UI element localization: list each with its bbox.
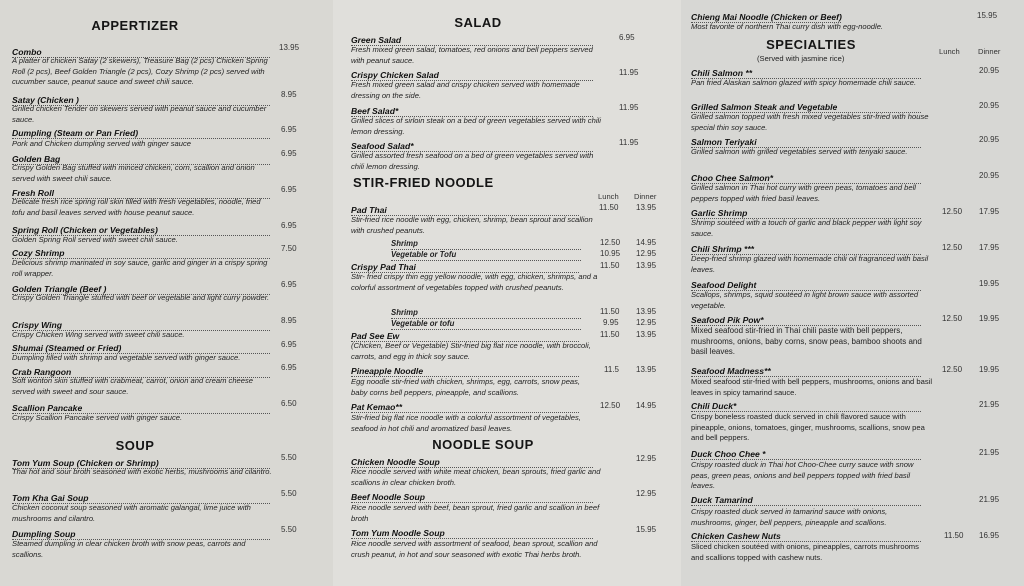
menu-page-appetizer-soup: [0, 0, 333, 586]
item-name: Seafood Madness**: [691, 366, 771, 376]
dinner-price: 13.95: [636, 203, 657, 212]
item-name: Beef Noodle Soup: [351, 492, 426, 502]
dinner-price: 14.95: [636, 401, 657, 410]
item-description: Grilled assorted fresh seafood on a bed of green vegetables served with chili lemon dressing.: [351, 151, 594, 171]
item-name: Pineapple Noodle: [351, 366, 424, 376]
item-name: Crispy Chicken Salad: [351, 70, 439, 80]
section-title-specialties: SPECIALTIES: [766, 37, 856, 52]
item-name: Choo Chee Salmon*: [691, 173, 774, 183]
item-description: Chicken coconut soup seasoned with aromatic galangal, lime juice with mushrooms and cilantro.: [12, 503, 251, 523]
item-description: Rice noodle served with white meat chicken, bean sprouts, fried garlic and scallions in clear chicken broth.: [351, 467, 601, 487]
lunch-price: 12.50: [942, 365, 963, 374]
item-name: Spring Roll (Chicken or Vegetables): [12, 225, 158, 235]
item-description: Rice noodle served with assortment of seafood, bean sprout, scallion and crush peanut, in hot and sour seasoned with exotic Thai herbs broth.: [351, 539, 598, 559]
item-name: Dumpling (Steam or Pan Fried): [12, 128, 139, 138]
dotted-leader: [391, 329, 581, 330]
item-name: Seafood Pik Pow*: [691, 315, 764, 325]
item-name: Beef Salad*: [351, 106, 399, 116]
item-price: 6.95: [281, 185, 297, 194]
lunch-price: 11.50: [944, 531, 964, 540]
item-description: Crispy roasted duck served in tamarind sauce with onions, mushrooms, ginger, bell peppers, pineapple and scallions.: [691, 507, 888, 527]
lunch-header: Lunch: [939, 47, 960, 56]
item-description: Grilled salmon with grilled vegetables served with teriyaki sauce.: [691, 147, 908, 156]
option-name: Vegetable or Tofu: [391, 250, 457, 259]
item-name: Grilled Salmon Steak and Vegetable: [691, 102, 838, 112]
item-description: A platter of chicken Satay (2 skewers), Treasure Bag (2 pcs) Chicken Spring Roll (2 pcs), Beef Golden Triangle (2 pcs), Cozy Shrimp (2 pcs) served with cucumber sauce, peanut sauce and sweet chili sauce.: [12, 56, 268, 87]
dinner-price: 13.95: [636, 307, 657, 316]
item-name: Shumai (Steamed or Fried): [12, 343, 122, 353]
lunch-price: 10.95: [600, 249, 621, 258]
item-description: Crispy Golden Triangle stuffed with beef or vegetable and light curry powder.: [12, 293, 270, 302]
item-price: 8.95: [281, 316, 297, 325]
item-description: Most favorite of northern Thai curry dish with egg-noodle.: [691, 22, 884, 31]
lunch-price: 12.50: [600, 401, 621, 410]
item-name: Tom Yum Noodle Soup: [351, 528, 445, 538]
item-name: Chili Duck*: [691, 401, 737, 411]
item-name: Combo: [12, 47, 42, 57]
item-description: Crispy Golden Bag stuffed with minced chicken, corn, scallion and onion served with sweet chili sauce.: [12, 163, 255, 183]
item-price: 12.95: [636, 489, 657, 498]
item-description: Grilled salmon in Thai hot curry with green peas, tomatoes and bell peppers topped with fried basil leaves.: [691, 183, 916, 203]
dinner-price: 17.95: [979, 243, 1000, 252]
item-description: Dumpling filled with shrimp and vegetable served with ginger sauce.: [12, 353, 241, 362]
item-description: Mixed seafood stir-fried with bell peppers, mushrooms, onions and basil leaves in spicy tamarind sauce.: [691, 377, 933, 397]
item-name: Seafood Salad*: [351, 141, 414, 151]
item-price: 15.95: [977, 11, 998, 20]
item-description: Delicate fresh rice spring roll skin filled with fresh vegetables, noodle, fried tofu and basil leaves served with house peanut sauce.: [12, 197, 261, 217]
dinner-price: 20.95: [979, 171, 1000, 180]
item-name: Golden Triangle (Beef ): [12, 284, 107, 294]
dinner-price: 13.95: [636, 365, 657, 374]
item-name: Scallion Pancake: [12, 403, 83, 413]
item-description: Pan fried Alaskan salmon glazed with spicy homemade chili sauce.: [691, 78, 917, 87]
item-price: 6.95: [281, 149, 297, 158]
item-name: Chili Salmon **: [691, 68, 753, 78]
item-description: (Chicken, Beef or Vegetable) Stir-fried big flat rice noodle, with broccoli, carrots, and egg in thick soy sauce.: [351, 341, 591, 361]
item-name: Satay (Chicken ): [12, 95, 79, 105]
option-name: Shrimp: [391, 308, 418, 317]
item-price: 6.95: [619, 33, 635, 42]
dinner-price: 13.95: [636, 261, 657, 270]
dinner-price: 17.95: [979, 207, 1000, 216]
item-description: Golden Spring Roll served with sweet chili sauce.: [12, 235, 178, 244]
section-title-salad: SALAD: [454, 15, 502, 30]
item-name: Chili Shrimp ***: [691, 244, 755, 254]
section-title-soup: SOUP: [115, 438, 155, 453]
item-name: Duck Tamarind: [691, 495, 753, 505]
item-description: Grilled salmon topped with fresh mixed vegetables stir-fried with house special thin soy sauce.: [691, 112, 929, 132]
item-price: 8.95: [281, 90, 297, 99]
item-price: 6.50: [281, 399, 297, 408]
item-description: Fresh mixed green salad, tomatoes, red onions and bell peppers served with peanut sauce.: [351, 45, 593, 65]
item-name: Tom Yum Soup (Chicken or Shrimp): [12, 458, 159, 468]
item-description: Steamed dumpling in clear chicken broth with snow peas, carrots and scallions.: [12, 539, 246, 559]
item-description: Crispy Scallion Pancake served with ginger sauce.: [12, 413, 183, 422]
lunch-price: 12.50: [942, 243, 963, 252]
lunch-price: 9.95: [603, 318, 619, 327]
item-price: 13.95: [279, 43, 300, 52]
dinner-price: 16.95: [979, 531, 1000, 540]
item-description: Grilled chicken Tender on skewers served with peanut sauce and cucumber sauce.: [12, 104, 267, 124]
dinner-price: 20.95: [979, 135, 1000, 144]
item-name: Duck Choo Chee *: [691, 449, 766, 459]
item-name: Dumpling Soup: [12, 529, 76, 539]
option-name: Vegetable or tofu: [391, 319, 455, 328]
item-description: Sliced chicken soutéed with onions, pineapples, carrots mushrooms and scallions topped with cashew nuts.: [691, 542, 919, 562]
served-with-note: (Served with jasmine rice): [757, 54, 845, 63]
dotted-leader: [391, 260, 581, 261]
item-description: Rice noodle served with beef, bean sprout, fried garlic and scallion in beef broth: [351, 503, 600, 523]
dinner-price: 21.95: [979, 448, 1000, 457]
item-name: Garlic Shrimp: [691, 208, 748, 218]
item-description: Mixed seafood stir-fried in Thai chili paste with bell peppers, mushrooms, onions, baby corns, snow peas, bamboo shoots and basil leaves.: [691, 326, 922, 357]
item-description: Grilled slices of sirloin steak on a bed of green vegetables served with chili lemon dressing.: [351, 116, 601, 136]
item-name: Cozy Shrimp: [12, 248, 65, 258]
item-name: Crispy Pad Thai: [351, 262, 416, 272]
item-name: Fresh Roll: [12, 188, 55, 198]
lunch-price: 12.50: [942, 207, 963, 216]
item-description: Fresh mixed green salad and crispy chicken served with homemade dressing on the side.: [351, 80, 580, 100]
dinner-price: 19.95: [979, 314, 1000, 323]
item-description: Deep-fried shrimp glazed with homemade chili oil fragranced with basil leaves.: [691, 254, 929, 274]
section-title-appetizer: APPERTIZER: [91, 18, 179, 33]
item-description: Stir-fried rice noodle with egg, chicken, shrimp, bean sprout and scallion with crushed peanuts.: [351, 215, 593, 235]
dinner-price: 14.95: [636, 238, 657, 247]
item-name: Crab Rangoon: [12, 367, 72, 377]
item-description: Thai hot and sour broth seasoned with exotic herbs, mushrooms and cilantro.: [12, 467, 272, 476]
item-price: 15.95: [636, 525, 657, 534]
dinner-price: 19.95: [979, 365, 1000, 374]
item-description: Stir-fried big flat rice noodle with a colorful assortment of vegetables, seafood in hot chili and aromatized basil leaves.: [351, 413, 581, 433]
lunch-price: 11.50: [600, 330, 620, 339]
lunch-price: 12.50: [942, 314, 963, 323]
item-price: 7.50: [281, 244, 297, 253]
dinner-price: 21.95: [979, 400, 1000, 409]
dinner-header: Dinner: [634, 192, 657, 201]
item-price: 6.95: [281, 280, 297, 289]
item-name: Golden Bag: [12, 154, 61, 164]
item-description: Crispy roasted duck in Thai hot Choo-Chee curry sauce with snow peas, green peas, onions and bell peppers topped with fried basil leaves.: [691, 460, 914, 491]
lunch-header: Lunch: [598, 192, 619, 201]
item-price: 11.95: [619, 138, 639, 147]
item-price: 6.95: [281, 125, 297, 134]
item-price: 6.95: [281, 221, 297, 230]
item-price: 6.95: [281, 340, 297, 349]
dinner-price: 13.95: [636, 330, 657, 339]
item-description: Soft wonton skin stuffed with crabmeat, carrot, onion and cream cheese served with sweet and sour sauce.: [12, 376, 254, 396]
item-price: 6.95: [281, 363, 297, 372]
item-name: Seafood Delight: [691, 280, 757, 290]
dinner-price: 21.95: [979, 495, 1000, 504]
item-description: Stir- fried crispy thin egg yellow noodle, with egg, chicken, shrimps, and a colorful assortment of vegetables topped with crushed peanuts.: [351, 272, 598, 292]
dotted-leader: [691, 505, 921, 506]
item-description: Pork and Chicken dumpling served with ginger sauce: [12, 139, 191, 148]
item-name: Green Salad: [351, 35, 402, 45]
item-price: 11.95: [619, 103, 639, 112]
menu-page-specialties: [681, 0, 1024, 586]
dinner-price: 12.95: [636, 318, 657, 327]
lunch-price: 12.50: [600, 238, 621, 247]
item-price: 5.50: [281, 525, 297, 534]
dinner-price: 20.95: [979, 101, 1000, 110]
item-description: Crispy boneless roasted duck served in chili flavored sauce with pineapple, onions, tomatoes, ginger, mushrooms, scallions, snow pea and bell peppers.: [691, 412, 925, 443]
item-price: 11.95: [619, 68, 639, 77]
item-name: Chicken Cashew Nuts: [691, 531, 781, 541]
dinner-header: Dinner: [978, 47, 1001, 56]
lunch-price: 11.5: [604, 365, 619, 374]
item-name: Chicken Noodle Soup: [351, 457, 440, 467]
item-description: Delicious shrimp marinated in soy sauce, garlic and ginger in a crispy spring roll wrapper.: [12, 258, 268, 278]
item-description: Scallops, shrimps, squid soutéed in light brown sauce with assorted vegetable.: [691, 290, 919, 310]
item-price: 5.50: [281, 489, 297, 498]
section-title-stir-fried-noodle: STIR-FRIED NOODLE: [353, 175, 494, 190]
item-price: 12.95: [636, 454, 657, 463]
item-price: 5.50: [281, 453, 297, 462]
lunch-price: 11.50: [600, 307, 620, 316]
item-name: Pad See Ew: [351, 331, 400, 341]
dinner-price: 19.95: [979, 279, 1000, 288]
item-name: Tom Kha Gai Soup: [12, 493, 89, 503]
section-title-noodle-soup: NOODLE SOUP: [432, 437, 534, 452]
item-name: Pat Kemao**: [351, 402, 403, 412]
dinner-price: 12.95: [636, 249, 657, 258]
item-description: Crispy Chicken Wing served with sweet chili sauce.: [12, 330, 185, 339]
item-name: Pad Thai: [351, 205, 387, 215]
item-name: Salmon Teriyaki: [691, 137, 757, 147]
item-name: Crispy Wing: [12, 320, 63, 330]
lunch-price: 11.50: [600, 261, 620, 270]
lunch-price: 11.50: [599, 203, 619, 212]
dinner-price: 20.95: [979, 66, 1000, 75]
option-name: Shrimp: [391, 239, 418, 248]
item-description: Shrimp soutéed with a touch of garlic and black pepper with light soy sauce.: [691, 218, 922, 238]
menu-page-salad-noodle: [333, 0, 681, 586]
item-name: Chieng Mai Noodle (Chicken or Beef): [691, 12, 842, 22]
item-description: Egg noodle stir-fried with chicken, shrimps, egg, carrots, snow peas, baby corns bell peppers, pineapple, and scallions.: [351, 377, 581, 397]
